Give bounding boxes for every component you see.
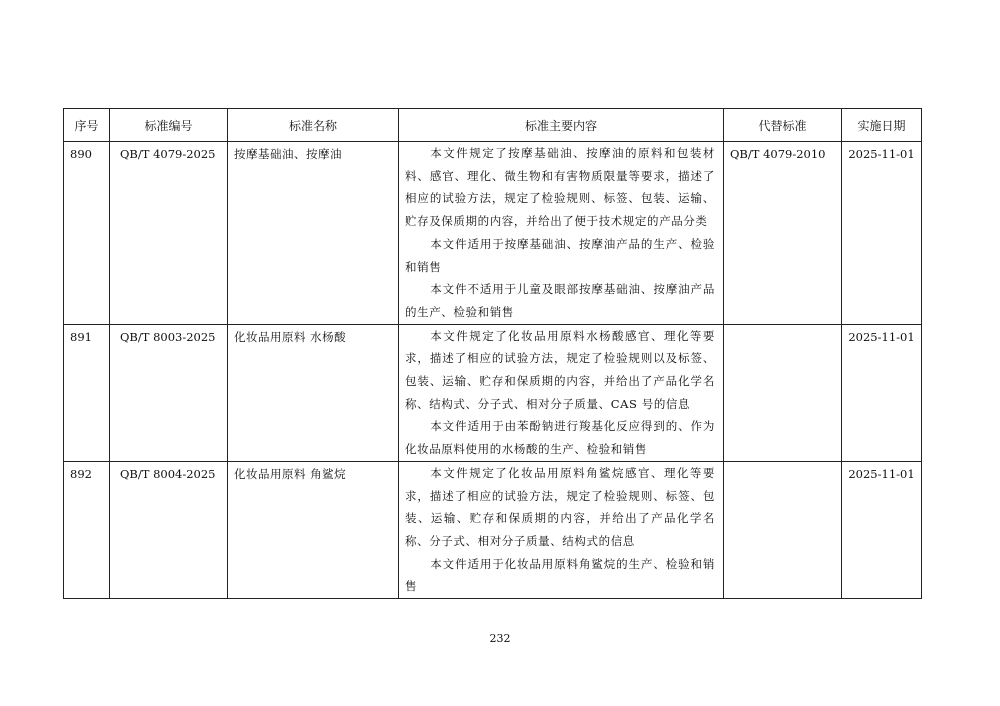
content-paragraph: 本文件适用于由苯酚钠进行羧基化反应得到的、作为化妆品原料使用的水杨酸的生产、检验和销售 <box>405 419 715 457</box>
content-paragraph: 本文件规定了化妆品用原料角鲨烷感官、理化等要求，描述了相应的试验方法，规定了检验规则、标签、包装、运输、贮存和保质期的内容，并给出了产品化学名称、分子式、相对分子质量、结构式的信息 <box>405 465 715 548</box>
table-row <box>64 461 922 598</box>
cell-code: QB/T 8004-2025 <box>110 461 228 598</box>
cell-replace <box>724 324 842 461</box>
header-replace: 代替标准 <box>724 109 842 142</box>
content-paragraph: 本文件规定了按摩基础油、按摩油的原料和包装材料、感官、理化、微生物和有害物质限量等要求，描述了相应的试验方法，规定了检验规则、标签、包装、运输、贮存及保质期的内容，并给出了便于技术规定的产品分类 <box>405 146 715 229</box>
header-content: 标准主要内容 <box>399 109 724 142</box>
table-header-row <box>64 109 922 142</box>
cell-date: 2025-11-01 <box>842 142 922 325</box>
header-date: 实施日期 <box>842 109 922 142</box>
cell-seq: 890 <box>64 142 110 325</box>
cell-date: 2025-11-01 <box>842 461 922 598</box>
content-paragraph: 本文件不适用于儿童及眼部按摩基础油、按摩油产品的生产、检验和销售 <box>405 282 715 319</box>
content-paragraph: 本文件适用于化妆品用原料角鲨烷的生产、检验和销售 <box>405 556 715 594</box>
table-row <box>64 324 922 461</box>
cell-seq: 891 <box>64 324 110 461</box>
cell-name: 化妆品用原料 角鲨烷 <box>228 461 399 598</box>
content-paragraph: 本文件规定了化妆品用原料水杨酸感官、理化等要求，描述了相应的试验方法，规定了检验规则以及标签、包装、运输、贮存和保质期的内容，并给出了产品化学名称、结构式、分子式、相对分子质量、CAS 号的信息 <box>405 328 715 411</box>
cell-code: QB/T 4079-2025 <box>110 142 228 325</box>
cell-name: 按摩基础油、按摩油 <box>228 142 399 325</box>
page-number: 232 <box>489 632 511 645</box>
cell-replace: QB/T 4079-2010 <box>724 142 842 325</box>
content-paragraph: 本文件适用于按摩基础油、按摩油产品的生产、检验和销售 <box>405 236 715 274</box>
cell-content <box>399 142 724 325</box>
cell-replace <box>724 461 842 598</box>
cell-date: 2025-11-01 <box>842 324 922 461</box>
table-row <box>64 142 922 325</box>
cell-code: QB/T 8003-2025 <box>110 324 228 461</box>
cell-seq: 892 <box>64 461 110 598</box>
standards-table <box>63 108 922 599</box>
cell-content <box>399 461 724 598</box>
header-seq: 序号 <box>64 109 110 142</box>
cell-name: 化妆品用原料 水杨酸 <box>228 324 399 461</box>
header-code: 标准编号 <box>110 109 228 142</box>
header-name: 标准名称 <box>228 109 399 142</box>
cell-content <box>399 324 724 461</box>
